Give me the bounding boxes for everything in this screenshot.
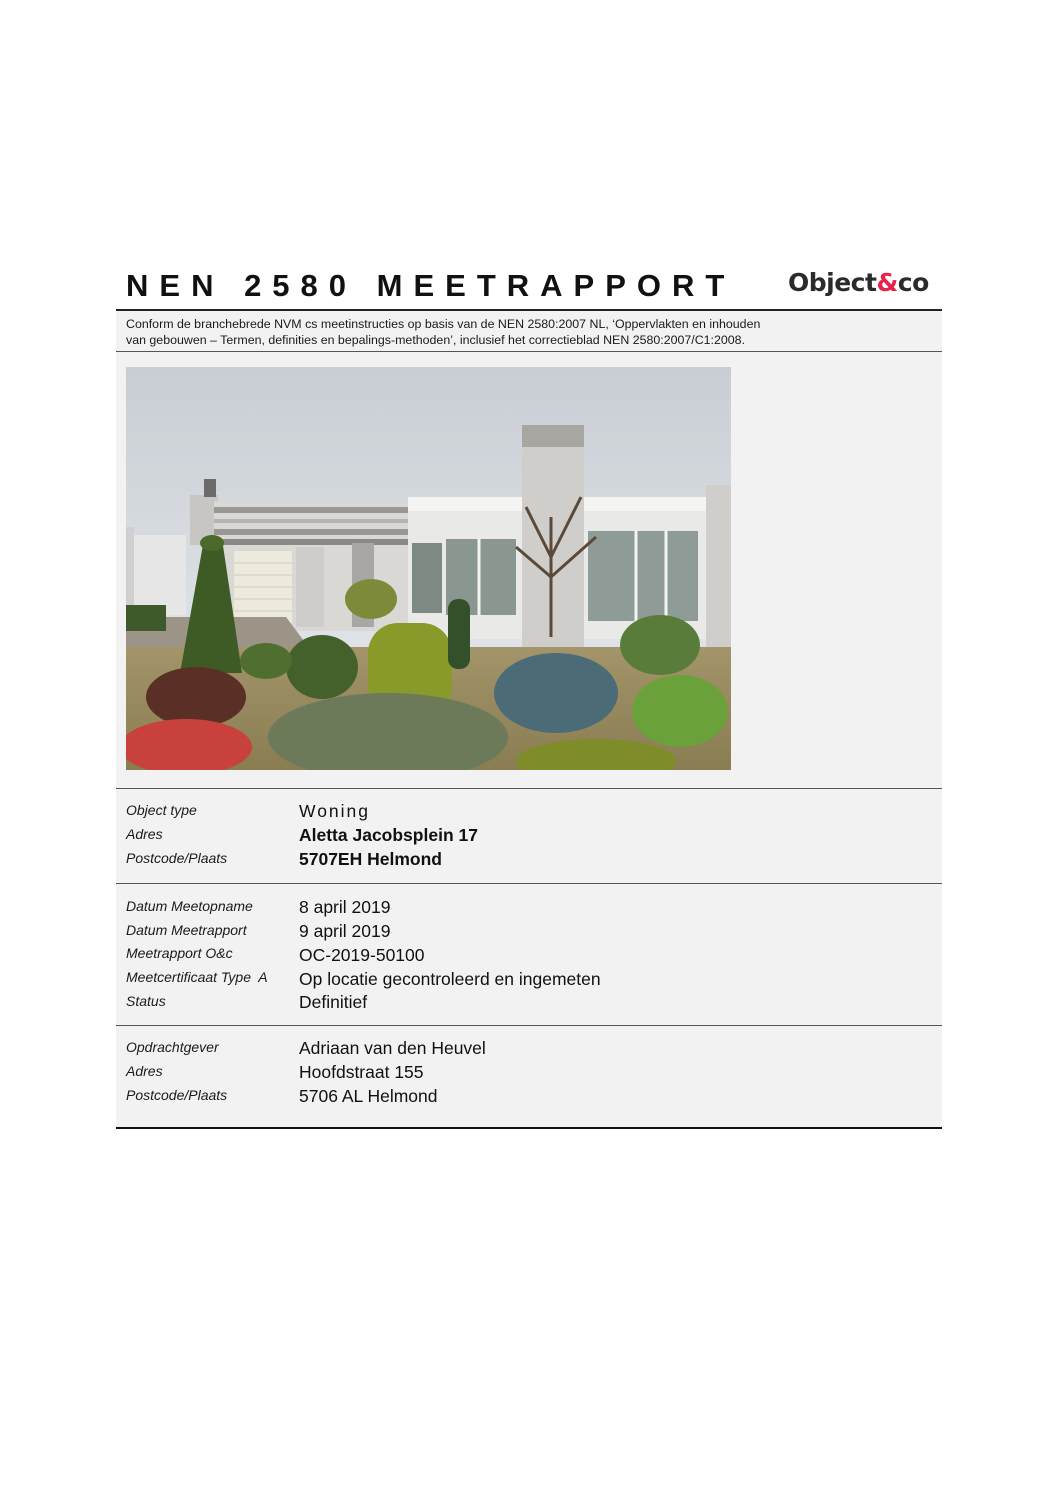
section-divider (116, 1025, 942, 1026)
label-certificate-type: Meetcertificaat Type A (126, 969, 268, 985)
label-status: Status (126, 993, 166, 1009)
value-object-type: Woning (299, 801, 371, 821)
value-client-address: Hoofdstraat 155 (299, 1062, 424, 1082)
section-divider (116, 788, 942, 789)
label-postcode: Postcode/Plaats (126, 850, 228, 866)
value-report-date: 9 april 2019 (299, 921, 391, 941)
section-divider (116, 883, 942, 884)
value-address: Aletta Jacobsplein 17 (299, 825, 478, 845)
label-report-date: Datum Meetrapport (126, 922, 247, 938)
value-measure-date: 8 april 2019 (299, 897, 391, 917)
house-photo (126, 367, 731, 770)
label-object-type: Object type (126, 802, 197, 818)
label-report-number: Meetrapport O&c (126, 945, 233, 961)
value-client: Adriaan van den Heuvel (299, 1038, 486, 1058)
label-client-postcode: Postcode/Plaats (126, 1087, 228, 1103)
label-client-address: Adres (126, 1063, 163, 1079)
subtitle-divider (116, 351, 942, 352)
norm-description: Conform de branchebrede NVM cs meetinstructies op basis van de NEN 2580:2007 NL, ‘Oppervlakten en inhouden van gebouwen – Termen, definities en bepalings-methoden’, inclusief het correctieblad NEN 2580:2007/C1:2008. (126, 317, 761, 347)
value-postcode: 5707EH Helmond (299, 849, 442, 869)
object-co-logo: Object&co (788, 268, 929, 297)
value-report-number: OC-2019-50100 (299, 945, 425, 965)
label-address: Adres (126, 826, 163, 842)
value-status: Definitief (299, 992, 368, 1012)
page-title: NEN 2580 MEETRAPPORT (126, 268, 736, 303)
label-measure-date: Datum Meetopname (126, 898, 253, 914)
value-client-postcode: 5706 AL Helmond (299, 1086, 438, 1106)
label-client: Opdrachtgever (126, 1039, 219, 1055)
value-certificate-type: Op locatie gecontroleerd en ingemeten (299, 969, 601, 989)
footer-divider (116, 1127, 942, 1129)
